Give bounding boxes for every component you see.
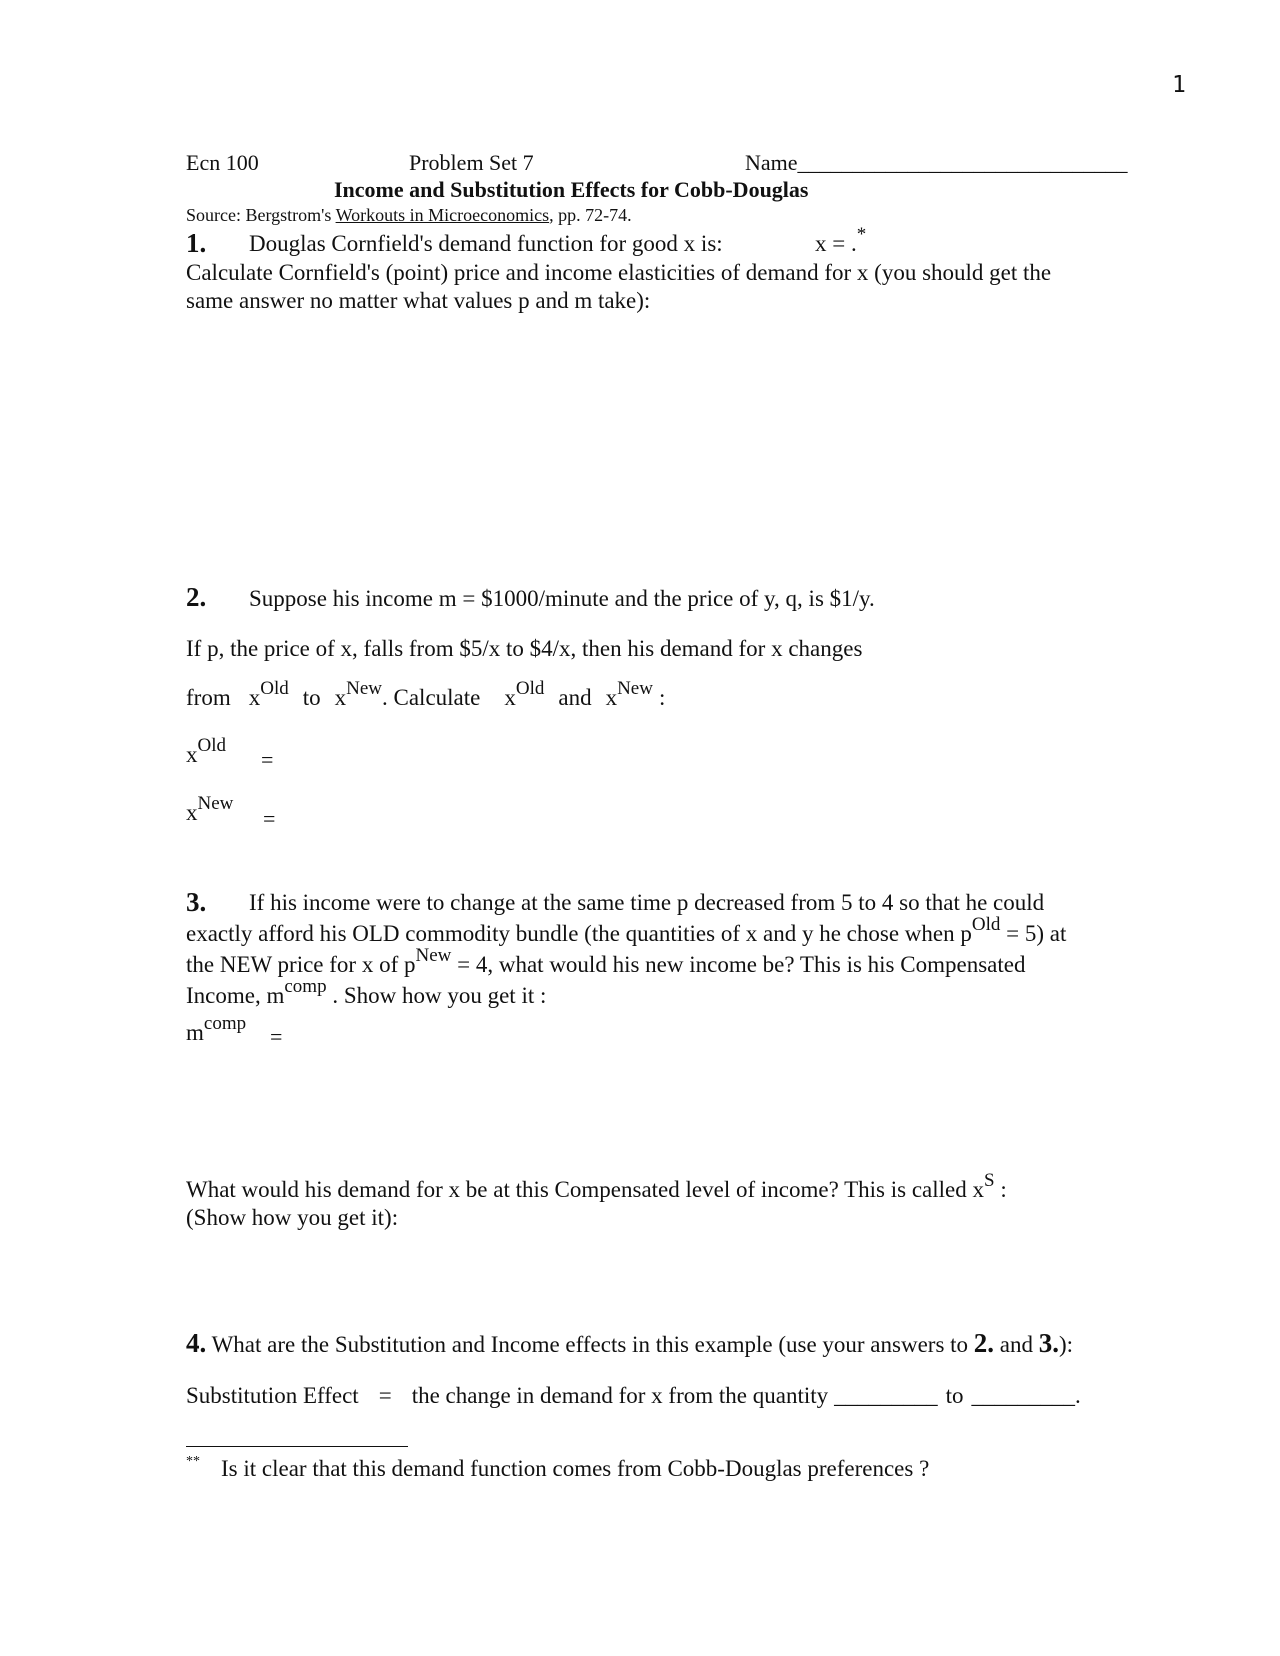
page-number: 1	[1172, 72, 1186, 98]
page-title: Income and Substitution Effects for Cobb-Douglas	[334, 177, 809, 202]
q3-line3	[186, 945, 1026, 978]
q4-period: .	[1075, 1383, 1081, 1408]
q3-line2-sup: Old	[971, 914, 1001, 936]
q3-line2	[186, 914, 1067, 947]
q3-line4-b: . Show how you get it :	[326, 983, 547, 1008]
q2-answer-x-new: x	[186, 800, 198, 825]
q2-xold-answer	[186, 735, 226, 768]
q4-sub-text: the change in demand for x from the quantity	[411, 1383, 829, 1408]
source-book: Workouts in Microeconomics	[335, 205, 550, 225]
q3-demand-sup: S	[984, 1170, 995, 1192]
q3-demand-b: :	[994, 1177, 1007, 1202]
footnote-separator	[186, 1446, 408, 1447]
course-label: Ecn 100	[186, 150, 259, 175]
q2-answer-x-old: x	[186, 742, 198, 767]
q2-x-old-2: x	[504, 685, 516, 710]
q2-sup-old-2: Old	[515, 678, 545, 700]
q3-line3-a: the NEW price for x of p	[186, 952, 416, 977]
source-prefix: Source: Bergstrom's	[186, 205, 336, 225]
q4-blank-2[interactable]: _________	[971, 1383, 1076, 1408]
q4-sub-label: Substitution Effect	[186, 1383, 359, 1408]
q3-line3-b: = 4, what would his new income be? This is his Compensated	[451, 952, 1026, 977]
q1-line2: Calculate Cornfield's (point) price and income elasticities of demand for x (you should get the	[186, 260, 1052, 285]
q4-number: 4.	[186, 1328, 207, 1358]
q4-line	[186, 1328, 1073, 1359]
q2-xnew-answer	[186, 793, 234, 826]
q2-to: to	[302, 685, 321, 710]
q4-to: to	[945, 1383, 964, 1408]
q4-blank-1[interactable]: _________	[834, 1383, 938, 1408]
q1-footnote-mark: *	[856, 224, 867, 246]
source-line	[186, 205, 632, 226]
q3-mcomp-answer	[186, 1013, 247, 1046]
q4-ref2: 2.	[973, 1328, 995, 1358]
q3-line4-a: Income, m	[186, 983, 285, 1008]
q2-and: and	[558, 685, 592, 710]
q4-substitution-line	[186, 1383, 1081, 1409]
q1-line3: same answer no matter what values p and m take):	[186, 288, 651, 313]
problem-set-label: Problem Set 7	[409, 150, 534, 175]
q3-line2-b: = 5) at	[1000, 921, 1067, 946]
q2-text: Suppose his income m = $1000/minute and the price of y, q, is $1/y.	[249, 586, 875, 611]
q2-x-new: x	[334, 685, 347, 710]
q3-demand-line2: (Show how you get it):	[186, 1205, 399, 1230]
q4-ref3: 3.	[1038, 1328, 1060, 1358]
q2-xnew-equals: =	[263, 806, 276, 831]
q4-text-b: ):	[1059, 1332, 1074, 1357]
q3-line4	[186, 976, 547, 1009]
q3-line2-a: exactly afford his OLD commodity bundle (the quantities of x and y he chose when p	[186, 921, 972, 946]
q3-answer-m: m	[186, 1020, 204, 1045]
q2-x-old: x	[248, 685, 261, 710]
footnote-mark: **	[186, 1454, 200, 1469]
q3-line4-sup: comp	[284, 976, 327, 998]
name-label: Name	[745, 150, 798, 175]
q2-from-line	[186, 678, 666, 711]
q3-mcomp-equals: =	[270, 1024, 283, 1049]
q4-text-and: and	[994, 1332, 1039, 1357]
q3-line3-sup: New	[415, 945, 452, 967]
q1-equation-text: x = .	[815, 231, 857, 256]
q2-sup-new-2: New	[617, 678, 653, 700]
name-blank: ______________________________	[797, 150, 1128, 175]
name-field[interactable]	[745, 150, 1128, 176]
source-suffix: , pp. 72-74.	[549, 205, 632, 225]
q2-answer-sup-new: New	[197, 793, 234, 815]
q3-number: 3.	[186, 887, 207, 917]
q3-demand-a: What would his demand for x be at this Compensated level of income? This is called x	[186, 1177, 984, 1202]
q2-xold-equals: =	[261, 747, 274, 772]
q2-sup-new: New	[346, 678, 382, 700]
q4-text-a: What are the Substitution and Income effects in this example (use your answers to	[206, 1332, 974, 1357]
q4-sub-eq: =	[378, 1383, 392, 1408]
q2-calculate: . Calculate	[382, 685, 481, 710]
q2-colon: :	[658, 685, 666, 710]
q2-sup-old: Old	[260, 678, 289, 700]
q2-from: from	[186, 685, 231, 710]
q1-number: 1.	[186, 228, 207, 258]
q1-text: Douglas Cornfield's demand function for good x is:	[249, 231, 723, 256]
footnote-text: Is it clear that this demand function comes from Cobb-Douglas preferences ?	[221, 1456, 930, 1481]
q2-line2: If p, the price of x, falls from $5/x to $4/x, then his demand for x changes	[186, 636, 863, 661]
q3-demand-line	[186, 1170, 1007, 1203]
q3-answer-comp: comp	[203, 1013, 247, 1035]
q2-answer-sup-old: Old	[197, 735, 226, 757]
q1-equation	[815, 224, 867, 257]
q2-number: 2.	[186, 582, 207, 612]
q2-x-new-2: x	[605, 685, 618, 710]
q3-line1: If his income were to change at the same time p decreased from 5 to 4 so that he could	[249, 890, 1045, 915]
